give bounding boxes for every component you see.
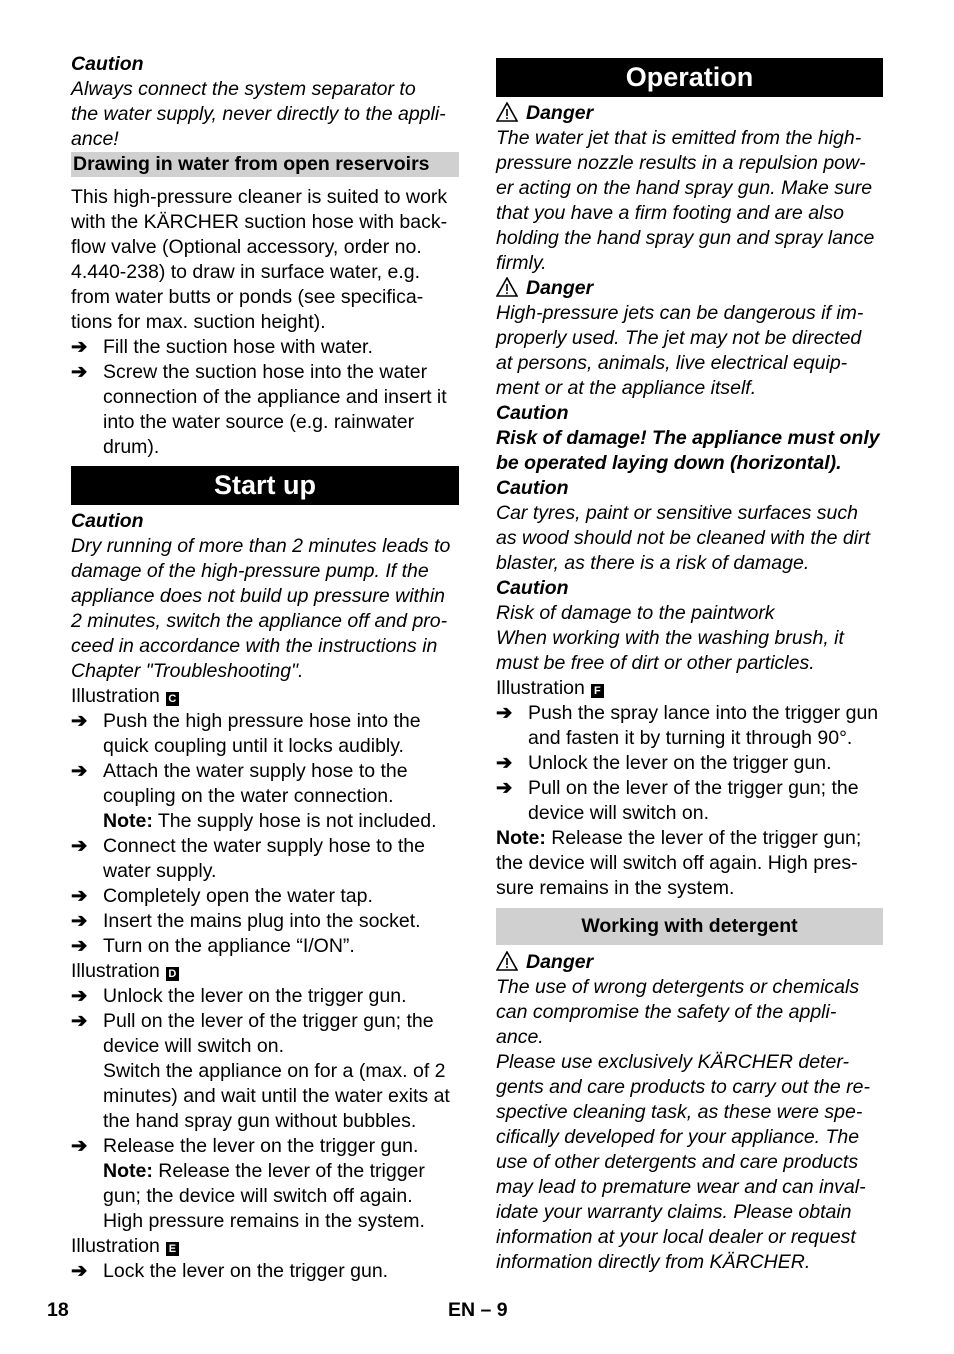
illustration-ref: Illustration D xyxy=(71,959,459,984)
danger-line: holding the hand spray gun and spray lance xyxy=(496,227,875,249)
step-line: into the water source (e.g. rainwater xyxy=(103,411,415,433)
danger-line: information at your local dealer or request xyxy=(496,1226,856,1248)
arrow-right-icon: ➔ xyxy=(496,702,513,724)
step-line: Turn on the appliance “I/ON”. xyxy=(103,935,355,957)
list-item xyxy=(71,984,459,1009)
step-line: Push the spray lance into the trigger gun xyxy=(528,702,879,724)
step-line: Fill the suction hose with water. xyxy=(103,336,373,358)
list-item xyxy=(71,335,459,360)
list-item xyxy=(71,759,459,834)
note-line: sure remains in the system. xyxy=(496,877,735,899)
illustration-letter: F xyxy=(591,684,604,698)
warning-triangle-icon xyxy=(496,277,518,297)
list-item xyxy=(496,776,883,826)
caution-line: Dry running of more than 2 minutes leads to xyxy=(71,535,451,557)
section-heading-start-up: Start up xyxy=(71,466,459,505)
step-line: coupling on the water connection. xyxy=(103,785,394,807)
body-line: 4.440-238) to draw in surface water, e.g. xyxy=(71,261,421,283)
list-item xyxy=(71,884,459,909)
list-item xyxy=(71,1134,459,1234)
list-item xyxy=(71,834,459,884)
list-item xyxy=(71,934,459,959)
list-item xyxy=(71,1259,459,1284)
danger-line: High-pressure jets can be dangerous if im- xyxy=(496,302,864,324)
body-line: with the KÄRCHER suction hose with back- xyxy=(71,211,448,233)
caution-line: When working with the washing brush, it xyxy=(496,627,844,649)
caution-line: the water supply, never directly to the appli- xyxy=(71,103,446,125)
danger-line: er acting on the hand spray gun. Make sure xyxy=(496,177,873,199)
danger-title: Danger xyxy=(496,950,883,975)
arrow-right-icon: ➔ xyxy=(71,760,88,782)
caution-line: ance! xyxy=(71,128,119,150)
caution-line: Car tyres, paint or sensitive surfaces such xyxy=(496,502,858,524)
step-line: device will switch on. xyxy=(528,802,709,824)
caution-line: Risk of damage! The appliance must only xyxy=(496,427,880,449)
step-line: Insert the mains plug into the socket. xyxy=(103,910,421,932)
illustration-letter: C xyxy=(166,692,179,706)
body-line: from water butts or ponds (see specifica- xyxy=(71,286,424,308)
arrow-right-icon: ➔ xyxy=(71,835,88,857)
caution-line: Chapter "Troubleshooting". xyxy=(71,660,304,682)
section-heading-operation: Operation xyxy=(496,58,883,97)
step-note: Note: Release the lever of the trigger xyxy=(103,1160,425,1182)
right-column xyxy=(496,0,883,1275)
warning-triangle-icon xyxy=(496,102,518,122)
danger-line: gents and care products to carry out the re- xyxy=(496,1076,870,1098)
page-number: 18 xyxy=(47,1299,69,1321)
step-line: quick coupling until it locks audibly. xyxy=(103,735,404,757)
step-line: Release the lever on the trigger gun. xyxy=(103,1135,419,1157)
step-line: device will switch on. xyxy=(103,1035,284,1057)
list-item xyxy=(71,1009,459,1134)
arrow-right-icon: ➔ xyxy=(496,752,513,774)
danger-line: can compromise the safety of the appli- xyxy=(496,1001,837,1023)
caution-line: Always connect the system separator to xyxy=(71,78,416,100)
illustration-ref: Illustration E xyxy=(71,1234,459,1259)
arrow-right-icon: ➔ xyxy=(71,910,88,932)
danger-title: Danger xyxy=(496,276,883,301)
arrow-right-icon: ➔ xyxy=(71,1260,88,1282)
step-line: Screw the suction hose into the water xyxy=(103,361,428,383)
danger-line: idate your warranty claims. Please obtain xyxy=(496,1201,852,1223)
step-line: Switch the appliance on for a (max. of 2 xyxy=(103,1060,446,1082)
caution-line: appliance does not build up pressure within xyxy=(71,585,445,607)
danger-line: information directly from KÄRCHER. xyxy=(496,1251,811,1273)
list-item xyxy=(496,701,883,751)
danger-line: spective cleaning task, as these were spe- xyxy=(496,1101,863,1123)
danger-line: cifically developed for your appliance. The xyxy=(496,1126,860,1148)
step-line: Unlock the lever on the trigger gun. xyxy=(103,985,407,1007)
list-item xyxy=(71,709,459,759)
caution-title: Caution xyxy=(71,510,144,532)
step-line: High pressure remains in the system. xyxy=(103,1210,425,1232)
note: Note: Release the lever of the trigger gun; xyxy=(496,827,862,849)
caution-line: ceed in accordance with the instructions in xyxy=(71,635,438,657)
page-code: EN – 9 xyxy=(448,1299,508,1321)
caution-title: Caution xyxy=(71,53,144,75)
caution-line: be operated laying down (horizontal). xyxy=(496,452,842,474)
arrow-right-icon: ➔ xyxy=(71,361,88,383)
caution-title: Caution xyxy=(496,402,569,424)
step-line: Unlock the lever on the trigger gun. xyxy=(528,752,832,774)
step-line: water supply. xyxy=(103,860,217,882)
danger-line: properly used. The jet may not be directed xyxy=(496,327,862,349)
section-heading-detergent: Working with detergent xyxy=(496,908,883,945)
danger-line: may lead to premature wear and can inval- xyxy=(496,1176,866,1198)
danger-line: Please use exclusively KÄRCHER deter- xyxy=(496,1051,849,1073)
danger-line: pressure nozzle results in a repulsion pow- xyxy=(496,152,866,174)
caution-line: blaster, as there is a risk of damage. xyxy=(496,552,810,574)
arrow-right-icon: ➔ xyxy=(71,710,88,732)
danger-line: ment or at the appliance itself. xyxy=(496,377,757,399)
step-line: Pull on the lever of the trigger gun; the xyxy=(103,1010,434,1032)
arrow-right-icon: ➔ xyxy=(71,1010,88,1032)
step-line: Push the high pressure hose into the xyxy=(103,710,421,732)
step-note: Note: The supply hose is not included. xyxy=(103,810,437,832)
step-line: and fasten it by turning it through 90°. xyxy=(528,727,853,749)
arrow-right-icon: ➔ xyxy=(496,777,513,799)
arrow-right-icon: ➔ xyxy=(71,985,88,1007)
body-line: This high-pressure cleaner is suited to work xyxy=(71,186,448,208)
arrow-right-icon: ➔ xyxy=(71,885,88,907)
step-line: Lock the lever on the trigger gun. xyxy=(103,1260,389,1282)
body-line: flow valve (Optional accessory, order no. xyxy=(71,236,422,258)
left-column xyxy=(71,0,459,1284)
caution-line: as wood should not be cleaned with the dirt xyxy=(496,527,870,549)
caution-line: Risk of damage to the paintwork xyxy=(496,602,775,624)
step-line: Attach the water supply hose to the xyxy=(103,760,408,782)
illustration-ref: Illustration C xyxy=(71,684,459,709)
list-item xyxy=(496,751,883,776)
caution-line: 2 minutes, switch the appliance off and pro- xyxy=(71,610,448,632)
arrow-right-icon: ➔ xyxy=(71,336,88,358)
illustration-letter: E xyxy=(166,1242,179,1256)
caution-title: Caution xyxy=(496,477,569,499)
danger-line: use of other detergents and care products xyxy=(496,1151,859,1173)
step-line: Pull on the lever of the trigger gun; the xyxy=(528,777,859,799)
list-item xyxy=(71,909,459,934)
danger-title: Danger xyxy=(496,101,883,126)
step-line: Completely open the water tap. xyxy=(103,885,373,907)
danger-line: firmly. xyxy=(496,252,547,274)
step-line: the hand spray gun without bubbles. xyxy=(103,1110,417,1132)
step-line: gun; the device will switch off again. xyxy=(103,1185,413,1207)
step-line: minutes) and wait until the water exits at xyxy=(103,1085,450,1107)
step-line: Connect the water supply hose to the xyxy=(103,835,425,857)
step-line: connection of the appliance and insert it xyxy=(103,386,447,408)
caution-line: must be free of dirt or other particles. xyxy=(496,652,815,674)
body-line: tions for max. suction height). xyxy=(71,311,326,333)
danger-line: The use of wrong detergents or chemicals xyxy=(496,976,860,998)
warning-triangle-icon xyxy=(496,951,518,971)
caution-title: Caution xyxy=(496,577,569,599)
illustration-letter: D xyxy=(166,967,179,981)
danger-line: ance. xyxy=(496,1026,544,1048)
danger-line: The water jet that is emitted from the high- xyxy=(496,127,862,149)
danger-line: at persons, animals, live electrical equip- xyxy=(496,352,848,374)
arrow-right-icon: ➔ xyxy=(71,1135,88,1157)
note-line: the device will switch off again. High pres- xyxy=(496,852,858,874)
danger-line: that you have a firm footing and are also xyxy=(496,202,844,224)
list-item xyxy=(71,360,459,460)
arrow-right-icon: ➔ xyxy=(71,935,88,957)
caution-line: damage of the high-pressure pump. If the xyxy=(71,560,429,582)
step-line: drum). xyxy=(103,436,160,458)
illustration-ref: Illustration F xyxy=(496,676,883,701)
section-heading-open-reservoirs: Drawing in water from open reservoirs xyxy=(71,152,459,177)
